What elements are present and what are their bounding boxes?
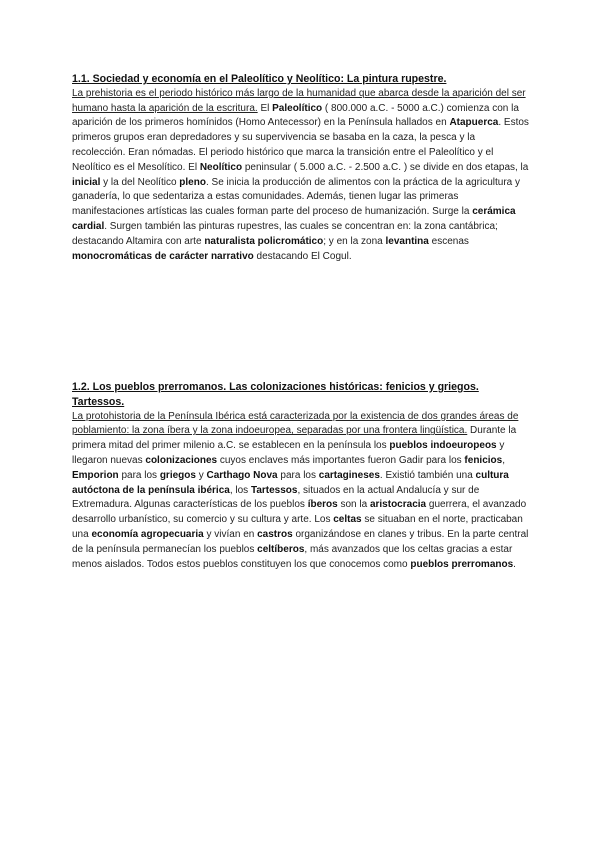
section-body (72, 87, 530, 265)
body-text-run: guerrera, el avanzado desarrollo urbanístico, su comercio y su cultura y arte. Los (72, 499, 527, 526)
bold-term: pueblos indoeuropeos (389, 440, 497, 452)
bold-term: economía agropecuaria (91, 528, 204, 540)
body-text-run: organizándose en clanes y tribus. En la parte central de la península permanecían los pueblos (72, 528, 529, 555)
bold-term: cartagineses (318, 469, 380, 481)
bold-term: Emporion (72, 469, 119, 481)
body-text-run: , más avanzados que los celtas gracias a estar menos aislados. Todos estos pueblos constituyen los que conocemos como (72, 543, 513, 570)
bold-term: castros (257, 528, 293, 540)
bold-term: pueblos prerromanos (410, 558, 514, 570)
bold-term: aristocracia (369, 499, 427, 511)
body-text-run: . Estos primeros grupos eran depredadores y su supervivencia se basaba en la caza, la pesca y la recolección. Eran nómadas. El periodo histórico que marca la transición entre el Paleolítico y el Neolítico es el Mesolítico. El (72, 117, 529, 173)
body-text-run: . Se inicia la producción de alimentos con la práctica de la agricultura y ganadería, lo que sedentariza a estas comunidades. Además, tienen lugar las primeras manifestaciones artísticas las cuales forman parte del proceso de humanización. Surge la (72, 176, 521, 218)
body-text-run: para los (118, 469, 160, 481)
section-heading: 1.2. Los pueblos prerromanos. Las colonizaciones históricas: fenicios y griegos. Tartessos. (72, 381, 479, 408)
body-text-run: El (257, 102, 273, 114)
bold-term: inicial (72, 176, 101, 188)
body-text-run: . Existió también una (379, 469, 476, 481)
bold-term: monocromáticas de carácter narrativo (72, 250, 254, 262)
bold-term: colonizaciones (145, 454, 218, 466)
bold-term: celtíberos (257, 543, 305, 555)
underlined-definition: La protohistoria de la Península Ibérica está caracterizada por la existencia de dos grandes áreas de poblamiento: la zona íbera y la zona indoeuropea, separadas por una frontera lingüística. (72, 410, 519, 437)
section-body (72, 410, 530, 573)
bold-term: cultura autóctona de la península ibérica (72, 469, 509, 496)
section-paleolitico-neolitico (72, 72, 530, 264)
bold-term: naturalista policromático (204, 235, 324, 247)
body-text-run: y la del Neolítico (100, 176, 180, 188)
bold-term: griegos (159, 469, 196, 481)
body-text-run: ; y en la zona (323, 235, 386, 247)
body-text-run: peninsular ( 5.000 a.C. - 2.500 a.C. ) se divide en dos etapas, la (242, 161, 529, 173)
bold-term: levantina (385, 235, 429, 247)
body-text-run: cuyos enclaves más importantes fueron Gadir para los (217, 454, 465, 466)
bold-term: Neolítico (199, 161, 243, 173)
body-text-run: ( 800.000 a.C. - 5000 a.C.) comienza con la aparición de los primeros homínidos (Homo Antecessor) en la Península hallados en (72, 102, 519, 129)
underlined-definition: La prehistoria es el periodo histórico más largo de la humanidad que abarca desde la aparición del ser humano hasta la aparición de la escritura. (72, 87, 526, 114)
bold-term: cerámica cardial (72, 206, 516, 232)
body-text-run: se situaban en el norte, practicaban una (72, 514, 523, 540)
body-text-run: y (195, 469, 207, 481)
bold-term: Atapuerca (449, 117, 499, 129)
bold-term: pleno (179, 176, 206, 188)
body-text-run: son la (337, 499, 370, 511)
body-text-run: destacando El Cogul. (253, 250, 352, 262)
body-text-run: y vivían en (203, 528, 258, 540)
body-text-run: , situados en la actual Andalucía y sur de Extremadura. Algunas características de los pueblos (72, 484, 480, 511)
body-text-run: Durante la primera mitad del primer milenio a.C. se establecen en la península los (72, 425, 517, 452)
body-text-run: . (513, 558, 516, 570)
body-text-run: y llegaron nuevas (72, 440, 505, 466)
body-text-run: , los (229, 484, 251, 496)
bold-term: celtas (333, 514, 362, 526)
body-text-run: , (502, 454, 505, 466)
bold-term: íberos (307, 499, 338, 511)
body-text-run: escenas (428, 235, 469, 247)
bold-term: Carthago Nova (206, 469, 278, 481)
body-text-run: . Surgen también las pinturas rupestres, las cuales se concentran en: la zona cantábrica; destacando Altamira con arte (72, 220, 498, 247)
body-text-run: para los (277, 469, 319, 481)
section-pueblos-prerromanos (72, 380, 530, 572)
bold-term: Paleolítico (272, 102, 323, 114)
section-heading: 1.1. Sociedad y economía en el Paleolítico y Neolítico: La pintura rupestre. (72, 73, 447, 85)
bold-term: Tartessos (250, 484, 298, 496)
bold-term: fenicios (464, 454, 503, 466)
